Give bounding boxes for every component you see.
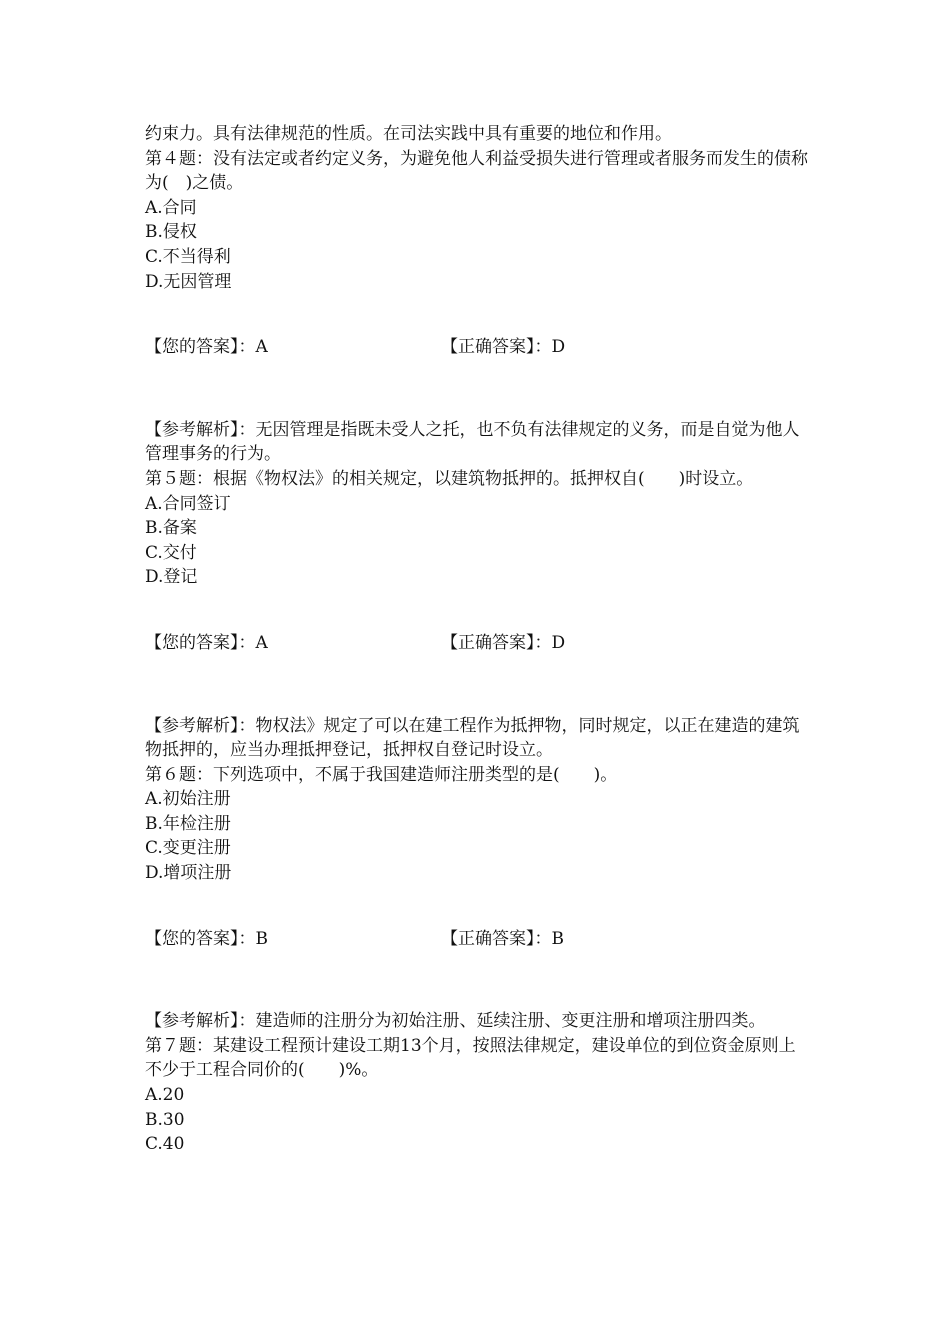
answer-row (145, 927, 810, 952)
analysis-text: 【参考解析】：建造师的注册分为初始注册、延续注册、变更注册和增项注册四类。 (145, 1011, 766, 1032)
question-block (145, 763, 810, 1034)
answer-row (145, 631, 810, 656)
option-list (145, 492, 810, 590)
question-block (145, 1034, 810, 1157)
your-answer: 【您的答案】：A (145, 632, 268, 653)
option-c: C.40 (145, 1134, 185, 1155)
correct-answer: 【正确答案】：D (441, 632, 566, 653)
option-d: D.登记 (145, 567, 198, 588)
analysis-text: 【参考解析】：无因管理是指既未受人之托，也不负有法律规定的义务，而是自觉为他人管理事务的行为。 (145, 419, 800, 465)
question-stem: 第６题：下列选项中，不属于我国建造师注册类型的是( )。 (145, 764, 618, 785)
document-content (145, 122, 810, 1157)
your-answer: 【您的答案】：A (145, 337, 268, 358)
question-stem: 第４题：没有法定或者约定义务，为避免他人利益受损失进行管理或者服务而发生的债称为( )之债。 (145, 148, 808, 194)
option-d: D.无因管理 (145, 271, 232, 292)
option-b: B.30 (145, 1109, 185, 1130)
question-stem: 第７题：某建设工程预计建设工期13个月，按照法律规定，建设单位的到位资金原则上不少于工程合同价的( )%。 (145, 1035, 796, 1081)
question-block (145, 467, 810, 763)
option-d: D.增项注册 (145, 863, 232, 884)
option-list (145, 196, 810, 294)
option-c: C.不当得利 (145, 246, 231, 267)
option-c: C.变更注册 (145, 838, 231, 859)
correct-answer: 【正确答案】：B (441, 928, 564, 949)
answer-row (145, 335, 810, 360)
option-a: A.初始注册 (145, 789, 231, 810)
option-c: C.交付 (145, 542, 197, 563)
your-answer: 【您的答案】：B (145, 928, 268, 949)
option-list (145, 787, 810, 885)
correct-answer: 【正确答案】：D (441, 337, 566, 358)
question-block (145, 147, 810, 467)
option-b: B.年检注册 (145, 813, 231, 834)
option-a: A.合同 (145, 197, 197, 218)
question-stem: 第５题：根据《物权法》的相关规定，以建筑物抵押的。抵押权自( )时设立。 (145, 468, 754, 489)
intro-paragraph: 约束力。具有法律规范的性质。在司法实践中具有重要的地位和作用。 (145, 124, 672, 144)
option-a: A.合同签订 (145, 493, 231, 514)
option-list (145, 1083, 810, 1157)
option-b: B.备案 (145, 518, 197, 539)
option-b: B.侵权 (145, 222, 197, 243)
option-a: A.20 (145, 1085, 185, 1106)
analysis-text: 【参考解析】：物权法》规定了可以在建工程作为抵押物，同时规定，以正在建造的建筑物抵押的，应当办理抵押登记，抵押权自登记时设立。 (145, 715, 800, 761)
